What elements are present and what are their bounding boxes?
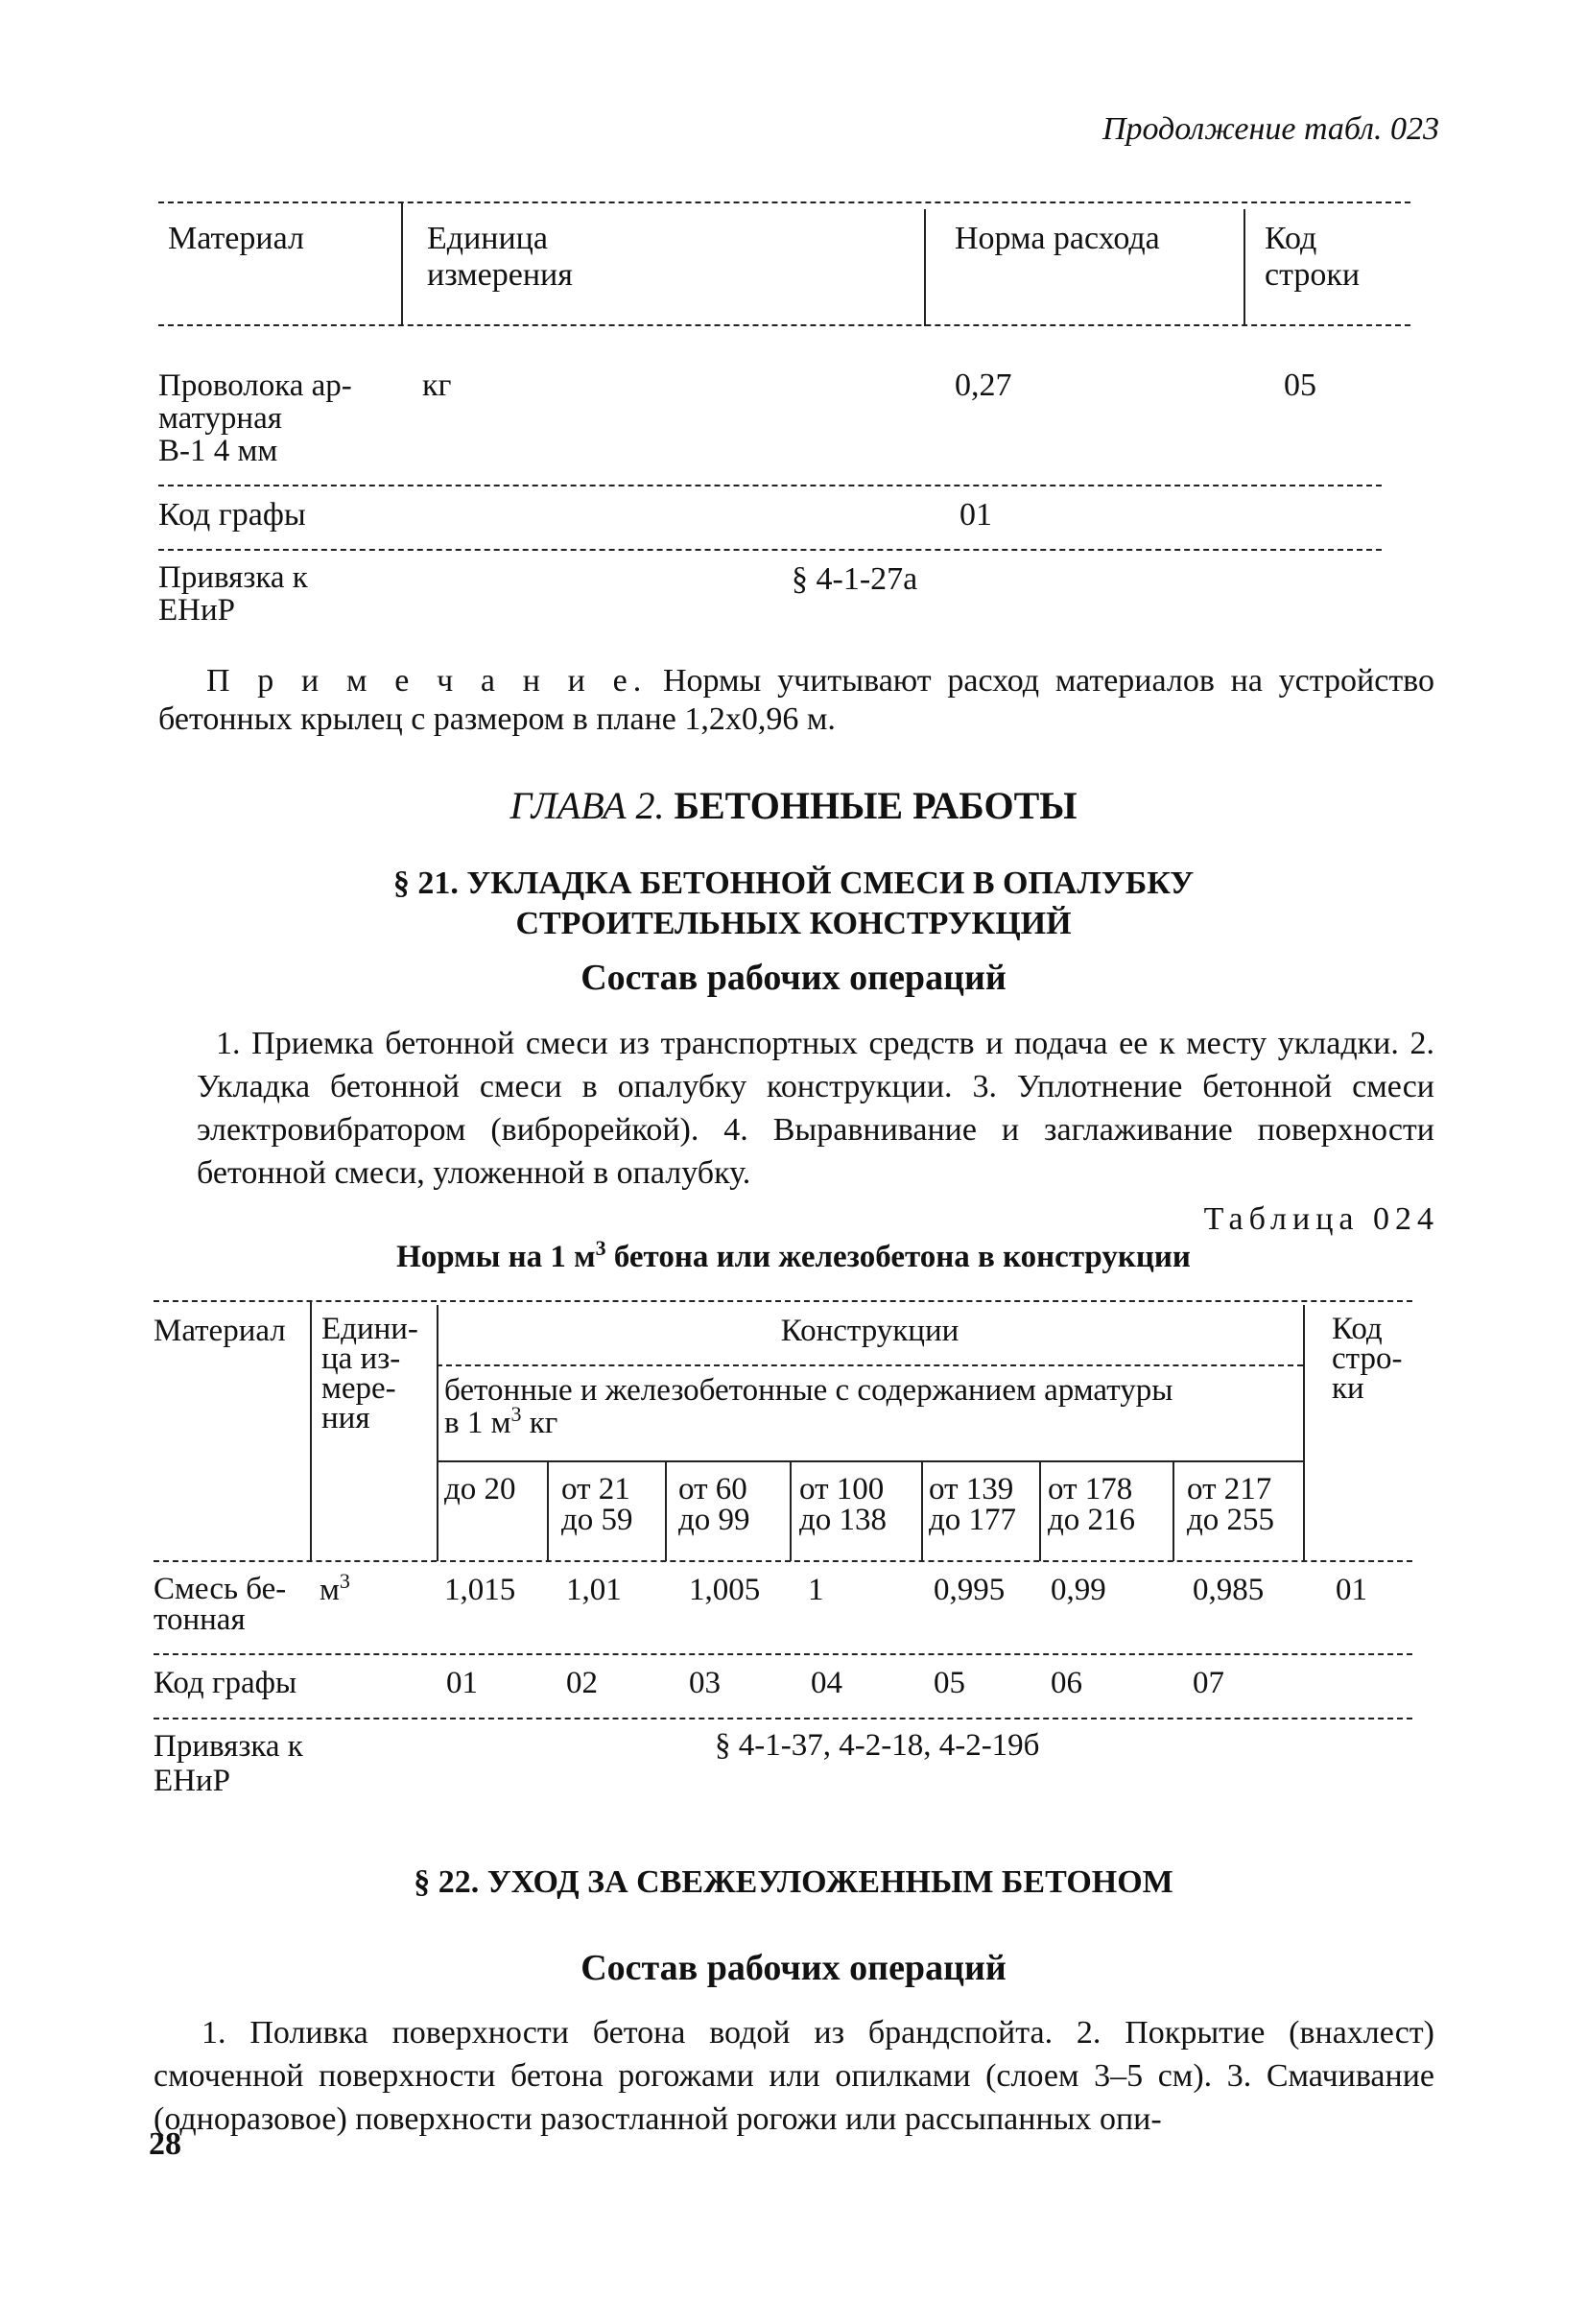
graph-code-4: 04	[811, 1666, 842, 1700]
section-22-title: § 22. УХОД ЗА СВЕЖЕУЛОЖЕННЫМ БЕТОНОМ	[414, 1864, 1173, 1900]
column-divider	[921, 1460, 923, 1561]
row-unit	[320, 1569, 350, 1607]
table-rule	[158, 324, 1410, 326]
row-value-7: 0,985	[1193, 1573, 1265, 1607]
row-material: Проволока ар- матурная В-1 4 мм	[158, 368, 352, 468]
graph-code-2: 02	[566, 1666, 598, 1700]
header-material: Материал	[154, 1314, 286, 1348]
graph-code-3: 03	[689, 1666, 721, 1700]
graph-code-7: 07	[1193, 1666, 1224, 1700]
header-code: Код строки	[1265, 221, 1361, 293]
continuation-label: Продолжение табл. 023	[1101, 111, 1439, 147]
graph-code-label: Код графы	[154, 1666, 297, 1700]
range-1: до 20	[444, 1472, 516, 1506]
header-material: Материал	[168, 221, 304, 256]
section-21-ops-text: 1. Приемка бетонной смеси из транспортных средств и подача ее к месту укладки. 2. Укладка бетонной смеси в опалубку конструкции. 3. Уплотнение бетонной смеси электровибратором (виброрейкой). 4. Выравнивание и заглаживание поверхности бетонной смеси, уложенной в опалубку.	[197, 1026, 1434, 1191]
section-22-ops-text: 1. Поливка поверхности бетона водой из брандспойта. 2. Покрытие (внахлест) смоченной поверхности бетона рогожами или опилками (слоем 3–5 см). 3. Смачивание (одноразовое) поверхности разостланной рогожи или рассыпанных опи-	[154, 2015, 1434, 2137]
header-norm: Норма расхода	[955, 221, 1160, 256]
page-number: 28	[149, 2126, 181, 2162]
row-unit: кг	[422, 368, 452, 403]
column-divider	[547, 1460, 549, 1561]
reinforcement-text: бетонные и железобетонные с содержанием арматуры в 1 м	[444, 1373, 1173, 1440]
graph-code-6: 06	[1051, 1666, 1082, 1700]
row-code: 05	[1284, 368, 1316, 403]
chapter-title: БЕТОННЫЕ РАБОТЫ	[664, 784, 1078, 827]
reinforcement-superscript: 3	[510, 1402, 522, 1426]
table-rule	[154, 1718, 1412, 1719]
caption-superscript: 3	[595, 1236, 606, 1260]
table-rule	[154, 1300, 1412, 1302]
binding-label: Привязка к ЕНиР	[154, 1729, 303, 1798]
table-rule	[437, 1364, 1303, 1366]
row-unit-text: м	[320, 1573, 340, 1607]
table-rule	[158, 485, 1382, 486]
range-2: от 21 до 59	[561, 1472, 633, 1537]
graph-code-value: 01	[959, 497, 992, 533]
header-unit: Едини- ца из- мере- ния	[321, 1312, 418, 1435]
graph-code-5: 05	[934, 1666, 965, 1700]
header-reinforcement	[444, 1374, 1172, 1439]
caption-text-end: бетона или железобетона в конструкции	[605, 1240, 1191, 1274]
row-value-3: 1,005	[689, 1573, 761, 1607]
table-rule	[158, 202, 1410, 203]
column-divider	[401, 202, 403, 326]
note-text: Нормы учитывают расход материалов на устройство бетонных крылец с размером в плане 1,2х0,96 м.	[158, 663, 1435, 737]
column-divider	[924, 209, 926, 326]
binding-value: § 4-1-27а	[792, 561, 918, 597]
section-21-ops-heading: Состав рабочих операций	[580, 958, 1007, 998]
row-norm: 0,27	[955, 368, 1012, 403]
column-divider	[1244, 209, 1245, 326]
header-unit: Единица измерения	[427, 221, 573, 293]
row-material: Смесь бе- тонная	[154, 1572, 287, 1637]
table-note	[158, 662, 1434, 739]
binding-value: § 4-1-37, 4-2-18, 4-2-19б	[715, 1728, 1040, 1763]
graph-code-label: Код графы	[158, 497, 306, 533]
range-5: от 139 до 177	[929, 1472, 1017, 1537]
range-3: от 60 до 99	[678, 1472, 750, 1537]
table-rule	[154, 1653, 1412, 1655]
chapter-prefix: ГЛАВА 2.	[509, 784, 665, 827]
caption-text: Нормы на 1 м	[396, 1240, 596, 1274]
row-value-5: 0,995	[934, 1573, 1006, 1607]
row-value-2: 1,01	[566, 1573, 622, 1607]
range-6: от 178 до 216	[1048, 1472, 1136, 1537]
section-21-title: § 21. УКЛАДКА БЕТОННОЙ СМЕСИ В ОПАЛУБКУ СТРОИТЕЛЬНЫХ КОНСТРУКЦИЙ	[392, 866, 1195, 941]
note-label: П р и м е ч а н и е.	[206, 663, 648, 699]
column-divider	[1303, 1305, 1305, 1561]
column-divider	[665, 1460, 667, 1561]
column-divider	[1039, 1460, 1041, 1561]
row-code: 01	[1336, 1573, 1367, 1607]
reinforcement-unit: кг	[521, 1406, 558, 1440]
column-divider	[1172, 1460, 1174, 1561]
range-4: от 100 до 138	[799, 1472, 888, 1537]
chapter-heading	[0, 785, 1587, 827]
binding-label: Привязка к ЕНиР	[158, 560, 308, 628]
column-divider	[790, 1460, 792, 1561]
table-024-label: Таблица 024	[1203, 1201, 1439, 1237]
table-rule	[154, 1560, 1412, 1562]
graph-code-1: 01	[446, 1666, 478, 1700]
table-024-caption	[0, 1238, 1587, 1276]
range-7: от 217 до 255	[1187, 1472, 1275, 1537]
header-code: Код стро- ки	[1332, 1312, 1403, 1406]
row-unit-superscript: 3	[339, 1569, 350, 1593]
table-rule	[158, 549, 1382, 551]
column-divider	[310, 1300, 312, 1561]
section-22-ops-heading: Состав рабочих операций	[580, 1948, 1007, 1988]
header-constructions: Конструкции	[780, 1314, 959, 1348]
row-value-1: 1,015	[444, 1573, 516, 1607]
row-value-6: 0,99	[1051, 1573, 1106, 1607]
row-value-4: 1	[808, 1573, 824, 1607]
